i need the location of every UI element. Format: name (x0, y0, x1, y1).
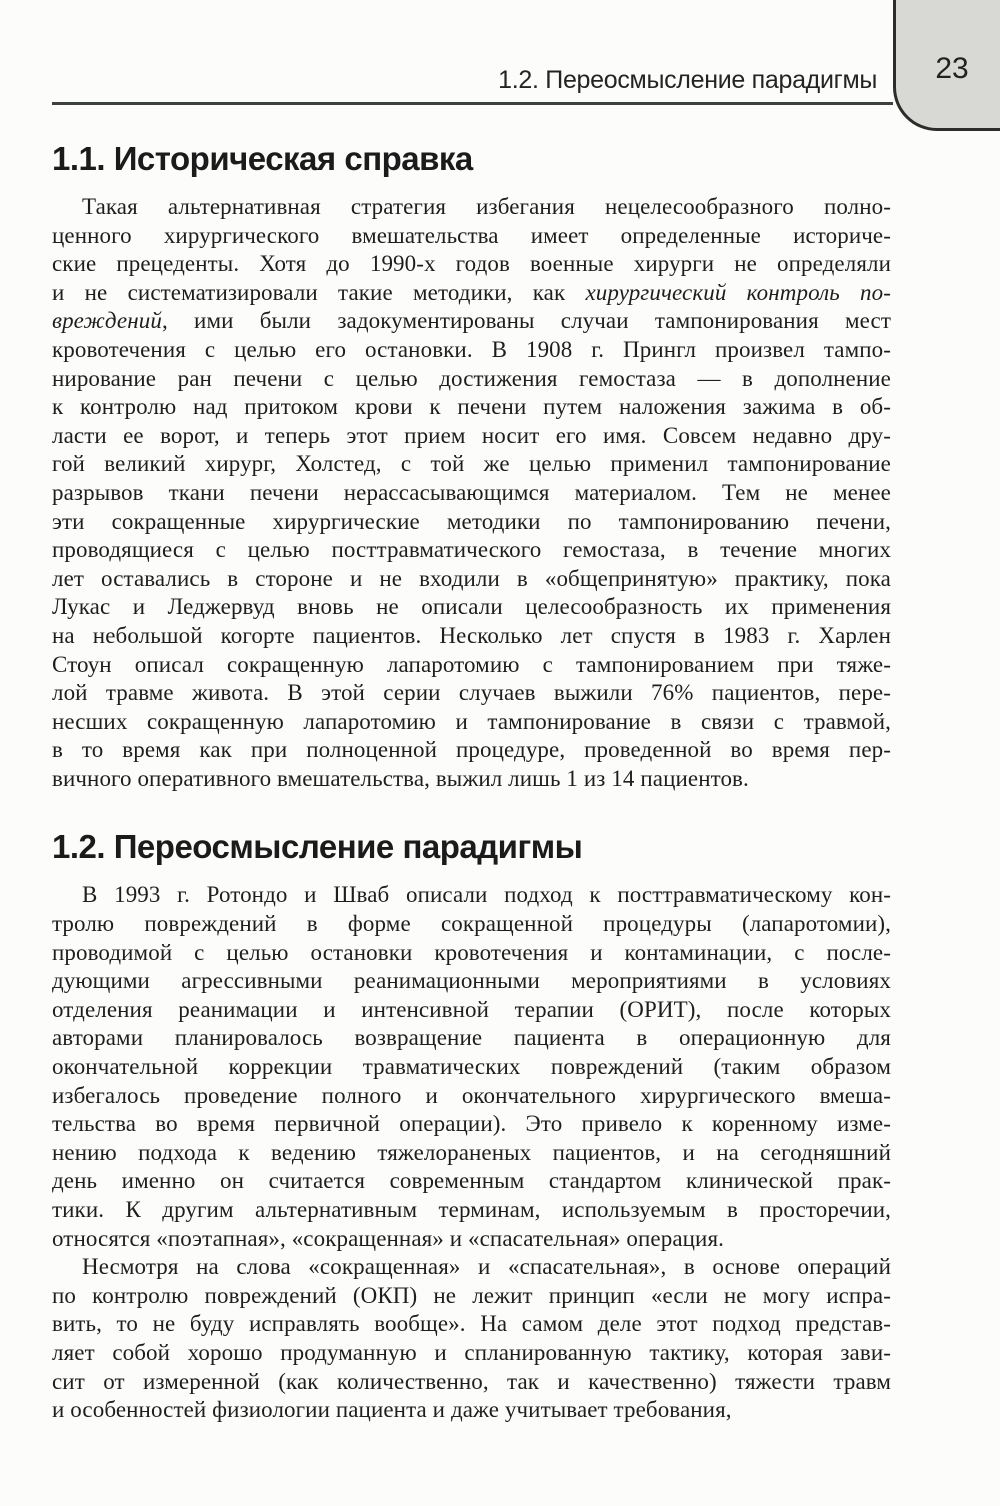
text-line (52, 422, 891, 451)
text-line (52, 565, 891, 594)
running-header-title: 1.2. Переосмысление парадигмы (498, 66, 877, 94)
text-line (52, 1139, 891, 1168)
text-line (52, 193, 891, 222)
text-line (52, 910, 891, 939)
text-line (52, 508, 891, 537)
text-line (52, 939, 891, 968)
text-line (52, 1082, 891, 1111)
text-line (52, 1253, 891, 1282)
text-line (52, 622, 891, 651)
text-line (52, 393, 891, 422)
text-segment: сит от измеренной (как количественно, так и качественно) тяжести травм (52, 1368, 891, 1394)
text-segment: тики. К другим альтернативным терминам, используемым в просторечии, (52, 1197, 891, 1222)
text-line (52, 996, 891, 1025)
page-number: 23 (935, 52, 969, 85)
text-segment: к контролю над притоком крови к печени путем наложения зажима в об- (52, 394, 891, 420)
text-segment: проводящиеся с целью посттравматического гемостаза, в течение многих (52, 537, 891, 563)
text-segment: Стоун описал сокращенную лапаротомию с тампонированием при тяже- (52, 651, 891, 677)
text-line (52, 765, 891, 794)
text-line (52, 736, 891, 765)
text-line (52, 708, 891, 737)
text-line (52, 1053, 891, 1082)
text-segment: В 1993 г. Ротондо и Шваб описали подход к посттравматическому кон- (82, 882, 891, 908)
paragraph (52, 193, 891, 793)
text-line (52, 250, 891, 279)
text-segment: лет оставались в стороне и не входили в «общепринятую» практику, пока (52, 565, 891, 591)
text-line (52, 536, 891, 565)
text-segment: и особенностей физиологии пациента и даже учитывает требования, (52, 1397, 732, 1423)
text-line (52, 1310, 891, 1339)
text-segment: нению подхода к ведению тяжелораненых пациентов, и на сегодняшний (52, 1139, 891, 1165)
text-segment: окончательной коррекции травматических повреждений (таким образом (52, 1054, 891, 1080)
text-segment: кровотечения с целью его остановки. В 1908 г. Прингл произвел тампо- (52, 336, 891, 362)
text-segment: на небольшой когорте пациентов. Несколько лет спустя в 1983 г. Харлен (52, 622, 891, 648)
text-segment: тельства во время первичной операции). Это привело к коренному изме- (52, 1111, 891, 1137)
text-segment: нирование ран печени с целью достижения гемостаза — в дополнение (52, 365, 891, 391)
paragraph (52, 881, 891, 1253)
text-segment: гой великий хирург, Холстед, с той же целью применил тампонирование (52, 451, 891, 477)
paragraph (52, 1253, 891, 1425)
page-number-tab (893, 0, 1000, 131)
section-heading: 1.1. Историческая справка (52, 140, 473, 177)
text-line (52, 307, 891, 336)
text-line (52, 222, 891, 251)
text-segment: эти сокращенные хирургические методики по тампонированию печени, (52, 508, 891, 534)
text-line (52, 593, 891, 622)
text-segment: вичного оперативного вмешательства, выжил лишь 1 из 14 пациентов. (52, 765, 749, 791)
text-line (52, 1167, 891, 1196)
text-segment: относятся «поэтапная», «сокращенная» и «спасательная» операция. (52, 1225, 724, 1251)
text-segment: Такая альтернативная стратегия избегания нецелесообразного полно- (82, 194, 891, 219)
text-line (52, 967, 891, 996)
text-line (52, 365, 891, 394)
section-heading: 1.2. Переосмысление парадигмы (52, 828, 583, 866)
text-line (52, 450, 891, 479)
text-line (52, 1225, 891, 1254)
text-segment: ценного хирургического вмешательства имеет определенные историче- (52, 222, 891, 248)
text-line (52, 1024, 891, 1053)
text-line (52, 881, 891, 910)
page-body (52, 105, 891, 1425)
text-segment: день именно он считается современным стандартом клинической прак- (52, 1168, 891, 1194)
text-line (52, 679, 891, 708)
text-line (52, 336, 891, 365)
text-segment: ляет собой хорошо продуманную и спланированную тактику, которая зави- (52, 1339, 891, 1365)
text-segment: в то время как при полноценной процедуре, проведенной во время пер- (52, 737, 891, 763)
italic-term: вреждений (52, 308, 162, 334)
text-segment: Лукас и Леджервуд вновь не описали целесообразность их применения (52, 594, 891, 620)
text-line (52, 651, 891, 680)
text-segment: дующими агрессивными реанимационными мероприятиями в условиях (52, 968, 891, 994)
text-segment: лой травме живота. В этой серии случаев выжили 76% пациентов, пере- (52, 680, 891, 706)
text-line (52, 279, 891, 308)
text-line (52, 1339, 891, 1368)
text-segment: Несмотря на слова «сокращенная» и «спасательная», в основе операций (82, 1254, 891, 1280)
text-line (52, 1282, 891, 1311)
text-segment: избегалось проведение полного и окончательного хирургического вмеша- (52, 1082, 891, 1108)
text-segment: и не систематизировали такие методики, как (52, 279, 586, 305)
text-line (52, 479, 891, 508)
text-line (52, 1110, 891, 1139)
text-segment: разрывов ткани печени нерассасывающимся материалом. Тем не менее (52, 479, 891, 505)
text-segment: тролю повреждений в форме сокращенной процедуры (лапаротомии), (52, 911, 891, 937)
text-segment: авторами планировалось возвращение пациента в операционную для (52, 1025, 891, 1051)
text-line (52, 1368, 891, 1397)
text-segment: по контролю повреждений (ОКП) не лежит принцип «если не могу испра- (52, 1282, 891, 1308)
text-line (52, 1196, 891, 1225)
text-line (52, 1396, 891, 1425)
text-segment: проводимой с целью остановки кровотечения и контаминации, с после- (52, 939, 891, 965)
text-segment: вить, то не буду исправлять вообще». На самом деле этот подход представ- (52, 1311, 891, 1337)
italic-term: хирургический контроль по- (585, 279, 891, 305)
text-segment: ласти ее ворот, и теперь этот прием носит его имя. Совсем недавно дру- (52, 422, 891, 448)
text-segment: ские прецеденты. Хотя до 1990-х годов военные хирурги не определяли (52, 251, 891, 277)
text-segment: несших сокращенную лапаротомию и тампонирование в связи с травмой, (52, 708, 891, 734)
text-segment: , ими были задокументированы случаи тампонирования мест (161, 308, 891, 334)
text-segment: отделения реанимации и интенсивной терапии (ОРИТ), после которых (52, 996, 891, 1022)
